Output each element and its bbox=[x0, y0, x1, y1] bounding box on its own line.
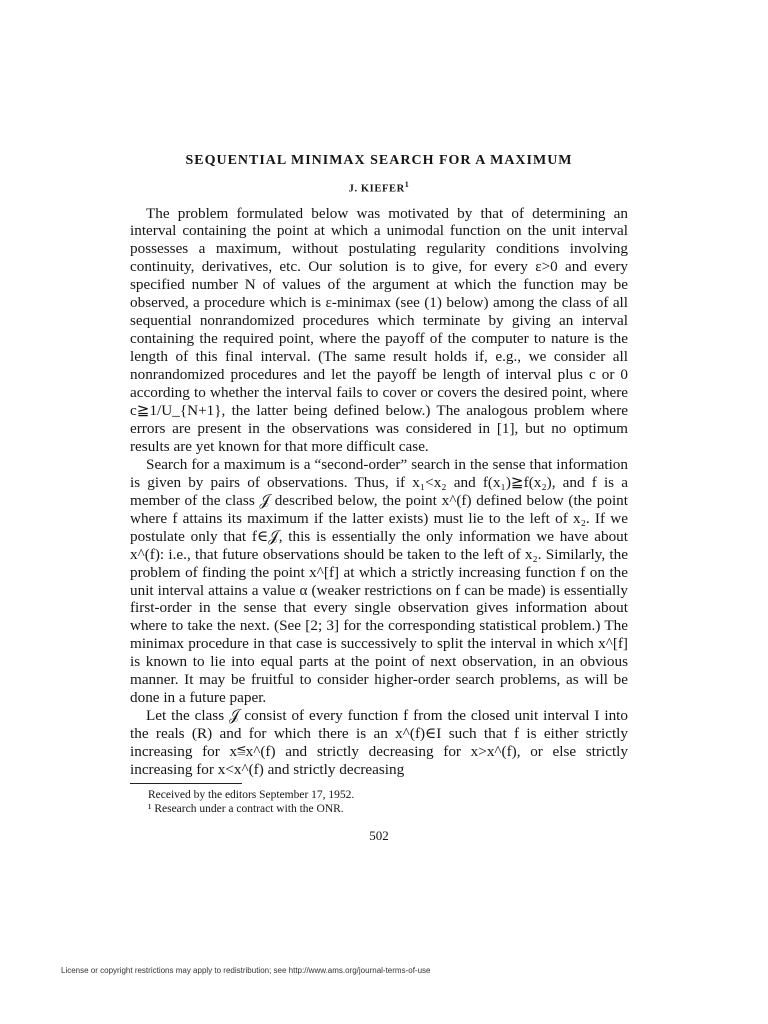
author-footnote-mark: 1 bbox=[404, 180, 410, 189]
footnote-received: Received by the editors September 17, 1952. bbox=[148, 789, 355, 801]
article-page bbox=[130, 144, 628, 844]
page-number: 502 bbox=[369, 828, 389, 843]
article-author bbox=[130, 178, 628, 197]
article-title: SEQUENTIAL MINIMAX SEARCH FOR A MAXIMUM bbox=[185, 153, 573, 168]
footnote-research: ¹ Research under a contract with the ONR. bbox=[148, 803, 344, 815]
paragraph-2: Search for a maximum is a “second-order” search in the sense that information is given by pairs of observations. Thus, if x₁<x₂ and f(x₁)≧f(x₂), and f is a member of the class 𝒥 described below, the point x^(f) defined below (the point where f attains its maximum if the latter exists) must lie to the left of x₂. If we postulate only that f∈𝒥, this is essentially the only information we have about x^(f): i.e., that future observations should be taken to the left of x₂. Similarly, the problem of finding the point x^[f] at which a strictly increasing function f on the unit interval attains a value α (weaker restrictions on f can be made) is essentially first-order in the sense that every single observation gives information about where to take the next. (See [2; 3] for the corresponding statistical problem.) The minimax procedure in that case is successively to split the interval in which x^[f] is known to lie into equal parts at the point of next observation, in an obvious manner. It may be fruitful to consider higher-order search problems, as will be done in a future paper. bbox=[130, 455, 628, 707]
author-name: J. KIEFER bbox=[348, 183, 405, 195]
footnote-rule bbox=[130, 783, 242, 784]
license-notice: License or copyright restrictions may apply to redistribution; see http://www.ams.org/journal-terms-of-use bbox=[61, 966, 431, 975]
paragraph-1: The problem formulated below was motivated by that of determining an interval containing the point at which a unimodal function on the unit interval possesses a maximum, without postulating regularity conditions involving continuity, derivatives, etc. Our solution is to give, for every ε>0 and every specified number N of values of the argument at which the function may be observed, a procedure which is ε-minimax (see (1) below) among the class of all sequential nonrandomized procedures which terminate by giving an interval containing the required point, where the payoff of the computer to nature is the length of this final interval. (The same result holds if, e.g., we consider all nonrandomized procedures and let the payoff be length of interval plus c or 0 according to whether the interval fails to cover or covers the desired point, where c≧1/U_{N+1}, the latter being defined below.) The analogous problem where errors are present in the observations was considered in [1], but no optimum results are yet known for that more difficult case. bbox=[130, 204, 628, 455]
paragraph-3: Let the class 𝒥 consist of every function f from the closed unit interval I into the reals (R) and for which there is an x^(f)∈I such that f is either strictly increasing for x≦x^(f) and strictly decreasing for x>x^(f), or else strictly increasing for x<x^(f) and strictly decreasing bbox=[130, 707, 628, 779]
